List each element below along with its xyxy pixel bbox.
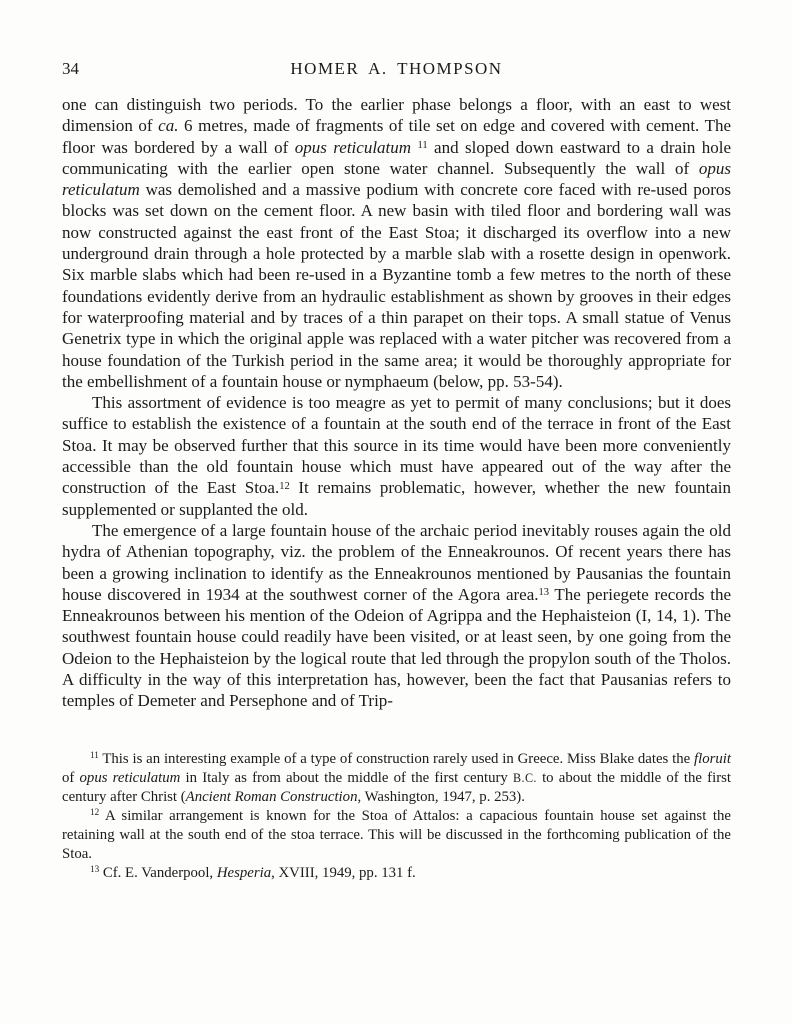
running-header: HOMER A. THOMPSON xyxy=(290,59,503,78)
footnote-marker-12: 12 xyxy=(90,807,100,818)
text-run: B.C. xyxy=(513,770,537,785)
body-paragraph-1 xyxy=(62,94,731,392)
body-text xyxy=(62,94,731,712)
text-run: was demolished and a massive podium with concrete core faced with re-used poros blocks was set down on the cement floor. A new basin with tiled floor and bordering wall was now constructed against the east front of the East Stoa; it discharged its overflow into a new underground drain through a hole protected by a marble slab with a rosette design in openwork. Six marble slabs which had been re-used in a Byzantine tomb a few metres to the north of these foundations evidently derive from an hydraulic establishment as shown by grooves in their edges for waterproofing material and by traces of a thin parapet on their tops. A small statue of Venus Genetrix type in which the original apple was replaced with a water pitcher was recovered from a house foundation of the Turkish period in the same area; it would be thoroughly appropriate for the embellishment of a fountain house or nymphaeum (below, pp. 53-54). xyxy=(62,180,731,391)
text-run: opus reticulatum xyxy=(79,769,181,786)
footnote-reference-11: 11 xyxy=(417,139,428,151)
footnote-reference-13: 13 xyxy=(538,587,550,599)
text-run: to about the middle of the first century after Christ ( xyxy=(62,769,732,805)
footnote-marker-11: 11 xyxy=(90,750,99,761)
footnotes-section xyxy=(62,750,731,883)
page-number: 34 xyxy=(62,59,79,78)
footnote-13 xyxy=(62,864,731,883)
footnote-12 xyxy=(62,807,731,864)
text-run: floruit xyxy=(694,750,731,767)
text-run: one can distinguish two periods. To the earlier phase belongs a floor, with an east to west dimension of xyxy=(62,95,731,136)
body-paragraph-2 xyxy=(62,392,731,520)
text-run: , Washington, 1947, p. 253). xyxy=(357,788,525,805)
text-run: It remains problematic, however, whether the new fountain supplemented or supplanted the old. xyxy=(62,478,731,519)
footnote-reference-12: 12 xyxy=(279,480,290,492)
text-run: , XVIII, 1949, pp. 131 f. xyxy=(271,864,416,881)
text-run: in Italy as from about the middle of the first century xyxy=(180,769,514,786)
text-run: This is an interesting example of a type of construction rarely used in Greece. Miss Blake dates the xyxy=(98,750,694,767)
text-run: ca. xyxy=(158,116,179,136)
text-run: of xyxy=(62,769,80,786)
text-run: Cf. E. Vanderpool, xyxy=(99,864,217,881)
text-run: 6 metres, made of fragments of tile set on edge and covered with cement. The floor was bordered by a wall of xyxy=(62,116,731,157)
text-run: and sloped down eastward to a drain hole communicating with the earlier open stone water channel. Subsequently the wall of xyxy=(62,137,731,178)
text-run: Hesperia xyxy=(216,864,272,881)
footnote-11 xyxy=(62,750,731,807)
text-run: The periegete records the Enneakrounos between his mention of the Odeion of Agrippa and the Hephaisteion (I, 14, 1). The southwest fountain house could readily have been visited, or at least seen, by one going from the Odeion to the Hephaisteion by the logical route that led through the propylon south of the Tholos. A difficulty in the way of this interpretation has, however, been the fact that Pausanias refers to temples of Demeter and Persephone and of Trip- xyxy=(62,584,731,711)
text-run: opus reticulatum xyxy=(62,158,731,200)
text-run: opus reticulatum xyxy=(294,137,412,157)
footnote-marker-13: 13 xyxy=(90,864,100,875)
text-run: Ancient Roman Construction xyxy=(185,788,358,805)
text-run: This assortment of evidence is too meagre as yet to permit of many conclusions; but it does suffice to establish the existence of a fountain at the south end of the terrace in front of the East Stoa. It may be observed further that this source in its time would have been more conveniently accessible than the old fountain house which must have appeared out of the way after the construction of the East Stoa. xyxy=(62,393,731,498)
text-run: A similar arrangement is known for the Stoa of Attalos: a capacious fountain house set against the retaining wall at the south end of the stoa terrace. This will be discussed in the forthcoming publication of the Stoa. xyxy=(62,807,731,862)
text-run: The emergence of a large fountain house of the archaic period inevitably rouses again the old hydra of Athenian topography, viz. the problem of the Enneakrounos. Of recent years there has been a growing inclination to identify as the Enneakrounos mentioned by Pausanias the fountain house discovered in 1934 at the southwest corner of the Agora area. xyxy=(62,520,731,604)
page-content xyxy=(62,58,731,883)
page-header xyxy=(62,58,731,80)
body-paragraph-3 xyxy=(62,520,731,712)
